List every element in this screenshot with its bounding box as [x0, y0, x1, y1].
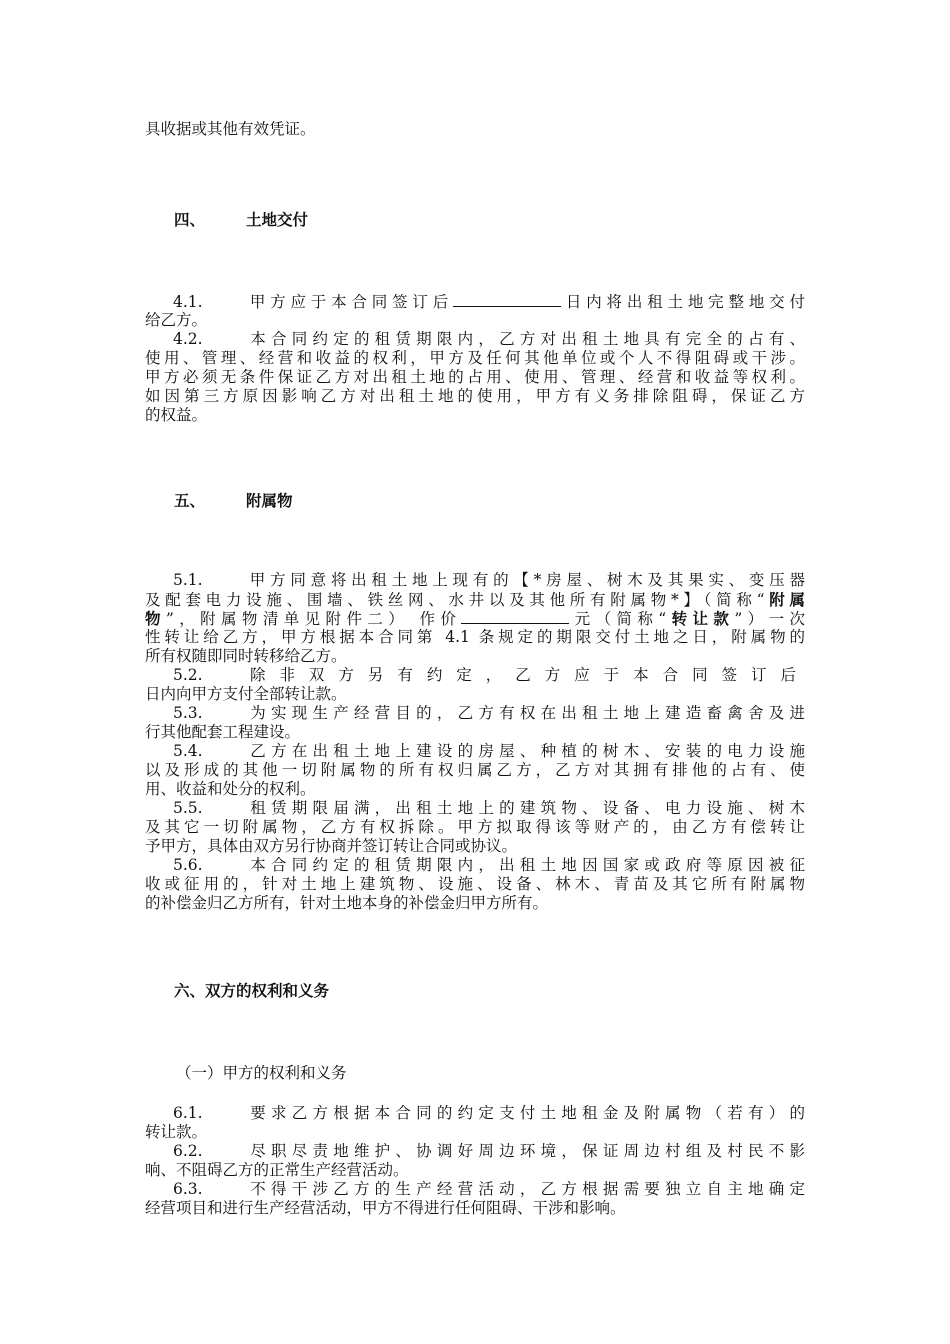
clause-6-3-line-2: 经营项目和进行生产经营活动，甲方不得进行任何阻碍、干涉和影响。: [145, 1199, 626, 1217]
clause-5-2-line-2: 日内向甲方支付全部转让款。: [145, 685, 347, 703]
clause-6-2-number: 6.2.: [173, 1142, 203, 1160]
clause-6-1-number: 6.1.: [173, 1104, 203, 1122]
section-5-heading: [174, 489, 293, 511]
clause-5-6-line-3: 的补偿金归乙方所有，针对土地本身的补偿金归甲方所有。: [145, 894, 549, 912]
clause-5-1-line-2: 及配套电力设施、围墙、铁丝网、水井以及其他所有附属物*】（简称“附属: [145, 590, 805, 609]
clause-5-3-number: 5.3.: [173, 704, 203, 722]
clause-5-2-number: 5.2.: [173, 666, 203, 684]
blank-days: [453, 292, 561, 307]
clause-5-4-line-3: 用、收益和处分的权利。: [145, 780, 316, 798]
clause-4-2-line-5: 的权益。: [145, 406, 208, 424]
clause-5-1-line-3: 物”，附属物清单见附件二） 作价 元（简称“转让款”）一次: [145, 609, 805, 628]
clause-5-1-line-1: 5.1. 甲方同意将出租土地上现有的【*房屋、树木及其果实、变压器: [145, 571, 805, 590]
clause-4-2-number: 4.2.: [173, 330, 203, 348]
clause-4-2-line-1: 4.2. 本合同约定的租赁期限内，乙方对出租土地具有完全的占有、: [145, 330, 805, 349]
clause-5-3-line-2: 行其他配套工程建设。: [145, 723, 301, 741]
section-6-heading: 六、双方的权利和义务: [174, 981, 330, 1000]
clause-5-6-line-1: 5.6. 本合同约定的租赁期限内，出租土地因国家或政府等原因被征: [145, 856, 805, 875]
section-4-number: 四、: [174, 210, 206, 229]
clause-5-4-line-1: 5.4. 乙方在出租土地上建设的房屋、种植的树木、安装的电力设施: [145, 742, 805, 761]
clause-4-1-line-2: 给乙方。: [145, 311, 208, 329]
intro-tail: 具收据或其他有效凭证。: [145, 120, 316, 138]
section-5-number: 五、: [174, 491, 206, 510]
clause-5-3-line-1: 5.3. 为实现生产经营目的，乙方有权在出租土地上建造畜禽舍及进: [145, 704, 805, 723]
clause-6-3-number: 6.3.: [173, 1180, 203, 1198]
clause-5-4-number: 5.4.: [173, 742, 203, 760]
clause-4-1-line-1: 4.1. 甲方应于本合同签订后 日内将出租土地完整地交付: [145, 292, 805, 312]
clause-4-1-number: 4.1.: [173, 293, 203, 311]
blank-price: [461, 609, 569, 624]
clause-5-5-line-3: 予甲方，具体由双方另行协商并签订转让合同或协议。: [145, 837, 518, 855]
clause-6-1-line-1: 6.1. 要求乙方根据本合同的约定支付土地租金及附属物（若有）的: [145, 1104, 805, 1123]
clause-5-1-line-4: 性转让给乙方，甲方根据本合同第 4.1 条规定的期限交付土地之日，附属物的: [145, 628, 805, 646]
clause-4-2-line-3: 甲方必须无条件保证乙方对出租土地的占用、使用、管理、经营和收益等权利。: [145, 368, 805, 386]
section-4-title: 土地交付: [246, 210, 309, 229]
clause-4-2-line-4: 如因第三方原因影响乙方对出租土地的使用，甲方有义务排除阻碍，保证乙方: [145, 387, 805, 405]
section-5-title: 附属物: [246, 491, 293, 510]
clause-5-6-line-2: 收或征用的，针对土地上建筑物、设施、设备、林木、青苗及其它所有附属物: [145, 875, 805, 893]
clause-5-6-number: 5.6.: [173, 856, 203, 874]
clause-5-1-line-5: 所有权随即同时转移给乙方。: [145, 647, 347, 665]
clause-5-4-line-2: 以及形成的其他一切附属物的所有权归属乙方，乙方对其拥有排他的占有、使: [145, 761, 805, 779]
clause-6-2-line-2: 响、不阻碍乙方的正常生产经营活动。: [145, 1161, 409, 1179]
clause-4-2-line-2: 使用、管理、经营和收益的权利，甲方及任何其他单位或个人不得阻碍或干涉。: [145, 349, 805, 367]
clause-5-1-number: 5.1.: [173, 571, 203, 589]
clause-5-2-line-1: 5.2. 除非双方另有约定，乙方应于本合同签订后: [145, 666, 805, 685]
subsection-party-a: （一）甲方的权利和义务: [176, 1064, 347, 1082]
clause-6-1-line-2: 转让款。: [145, 1123, 208, 1141]
clause-5-5-line-1: 5.5. 租赁期限届满，出租土地上的建筑物、设备、电力设施、树木: [145, 799, 805, 818]
clause-6-3-line-1: 6.3. 不得干涉乙方的生产经营活动，乙方根据需要独立自主地确定: [145, 1180, 805, 1199]
clause-5-5-number: 5.5.: [173, 799, 203, 817]
section-4-heading: [174, 208, 308, 230]
clause-6-2-line-1: 6.2. 尽职尽责地维护、协调好周边环境，保证周边村组及村民不影: [145, 1142, 805, 1161]
clause-5-5-line-2: 及其它一切附属物，乙方有权拆除。甲方拟取得该等财产的，由乙方有偿转让: [145, 818, 805, 836]
